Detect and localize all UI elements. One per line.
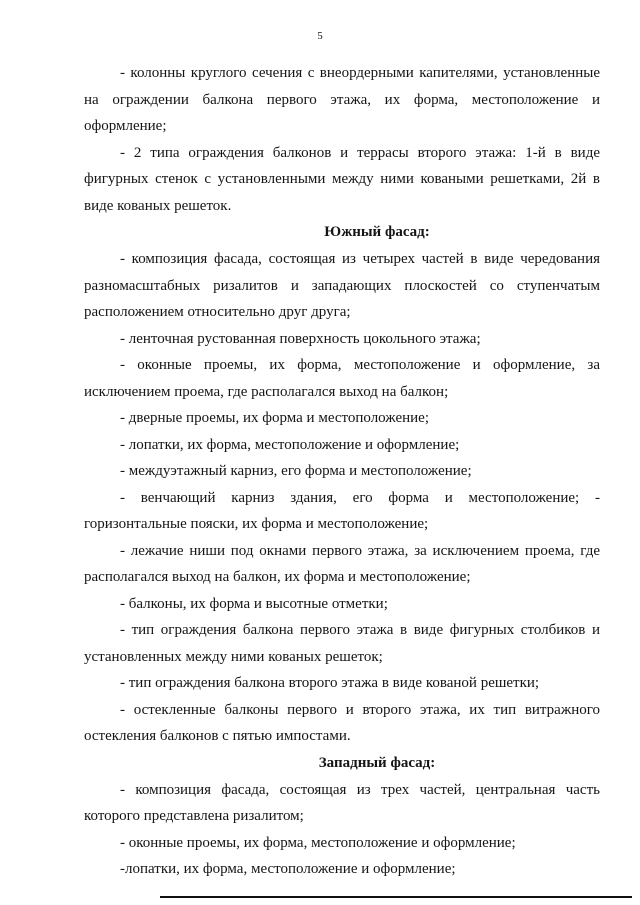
paragraph: - венчающий карниз здания, его форма и местоположение; - горизонтальные пояски, их форма и местоположение; — [84, 489, 600, 532]
paragraph: -лопатки, их форма, местоположение и оформление; — [120, 861, 456, 877]
page-number: 5 — [317, 30, 323, 42]
paragraph: - дверные проемы, их форма и местоположение; — [120, 410, 430, 426]
paragraph: - композиция фасада, состоящая из четырех частей в виде чередования разномасштабных ризалитов и западающих плоскостей со ступенчатым расположением относительно друг друга; — [84, 251, 600, 320]
paragraph: - междуэтажный карниз, его форма и местоположение; — [120, 463, 472, 479]
paragraph: - оконные проемы, их форма, местоположение и оформление; — [120, 834, 516, 851]
section-heading-west: Западный фасад: — [318, 754, 436, 771]
paragraph: - тип ограждения балкона первого этажа в виде фигурных столбиков и установленных между ними кованых решеток; — [84, 622, 600, 665]
paragraph: - 2 типа ограждения балконов и террасы второго этажа: 1-й в виде фигурных стенок с установленными между ними коваными решетками, 2й в виде кованых решеток. — [84, 144, 600, 214]
paragraph: - лежачие ниши под окнами первого этажа, за исключением проема, где располагался выход на балкон, их форма и местоположение; — [84, 542, 600, 585]
paragraph: - балконы, их форма и высотные отметки; — [120, 595, 388, 612]
paragraph: - колонны круглого сечения с внеордерными капителями, установленные на ограждении балкона первого этажа, их форма, местоположение и оформление; — [84, 65, 600, 134]
section-heading-south: Южный фасад: — [324, 224, 430, 240]
paragraph: - остекленные балконы первого и второго этажа, их тип витражного остекления балконов с пятью импостами. — [84, 701, 600, 744]
paragraph: - композиция фасада, состоящая из трех частей, центральная часть которого представлена ризалитом; — [84, 781, 600, 824]
document-body — [84, 60, 600, 883]
paragraph: - оконные проемы, их форма, местоположение и оформление, за исключением проема, где располагался выход на балкон; — [84, 357, 600, 400]
page-bottom-rule — [160, 896, 632, 898]
paragraph: - ленточная рустованная поверхность цокольного этажа; — [120, 330, 481, 347]
paragraph: - тип ограждения балкона второго этажа в виде кованой решетки; — [120, 675, 540, 691]
paragraph: - лопатки, их форма, местоположение и оформление; — [120, 436, 460, 453]
